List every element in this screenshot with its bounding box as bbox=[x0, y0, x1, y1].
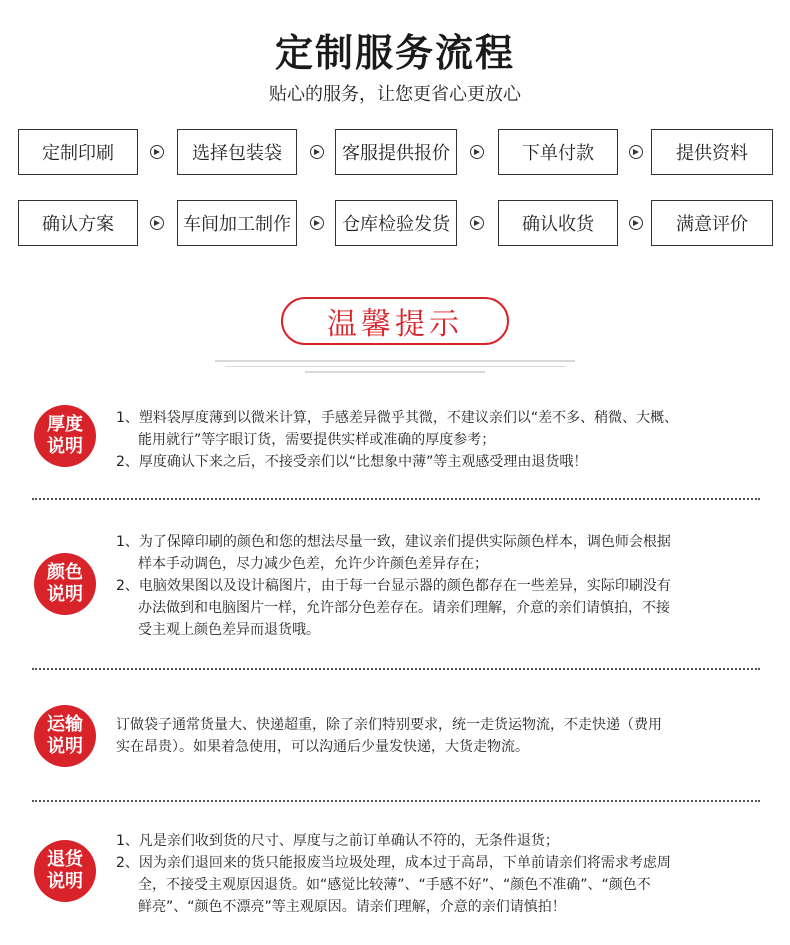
section-thickness-text bbox=[116, 407, 756, 473]
arrow-right-icon bbox=[310, 145, 324, 159]
step-confirm-plan: 确认方案 bbox=[18, 200, 138, 246]
arrow-right-icon bbox=[470, 216, 484, 230]
step-custom-print: 定制印刷 bbox=[18, 129, 138, 175]
text-line: 受主观上颜色差异而退货哦。 bbox=[138, 622, 320, 638]
badge-text-bottom: 说明 bbox=[47, 871, 83, 892]
page-subtitle: 贴心的服务，让您更省心更放心 bbox=[269, 84, 521, 105]
text-line: 1、凡是亲们收到货的尺寸、厚度与之前订单确认不符的，无条件退货； bbox=[116, 833, 559, 849]
arrow-right-icon bbox=[470, 145, 484, 159]
arrow-right-icon bbox=[310, 216, 324, 230]
badge-text-bottom: 说明 bbox=[47, 736, 83, 757]
text-line: 能用就行”等字眼订货，需要提供实样或准确的厚度参考； bbox=[138, 432, 496, 448]
step-confirm-receipt: 确认收货 bbox=[498, 200, 618, 246]
text-line: 全，不接受主观原因退货。如“感觉比较薄”、“手感不好”、“颜色不准确”、“颜色不 bbox=[138, 877, 651, 893]
arrow-right-icon bbox=[150, 145, 164, 159]
step-workshop-production: 车间加工制作 bbox=[177, 200, 297, 246]
arrow-right-icon bbox=[629, 216, 643, 230]
dotted-divider bbox=[32, 498, 760, 500]
decorative-fine-lines bbox=[200, 356, 590, 376]
text-line: 2、因为亲们退回来的货只能报废当垃圾处理，成本过于高昂，下单前请亲们将需求考虑周 bbox=[116, 855, 671, 871]
arrow-right-icon bbox=[629, 145, 643, 159]
text-line: 1、为了保障印刷的颜色和您的想法尽量一致，建议亲们提供实际颜色样本，调色师会根据 bbox=[116, 534, 671, 550]
step-provide-materials: 提供资料 bbox=[651, 129, 773, 175]
text-line: 2、厚度确认下来之后，不接受亲们以“比想象中薄”等主观感受理由退货哦！ bbox=[116, 454, 588, 470]
badge-text-top: 颜色 bbox=[47, 562, 83, 583]
section-shipping-text bbox=[116, 714, 756, 758]
step-choose-bag: 选择包装袋 bbox=[177, 129, 297, 175]
arrow-right-icon bbox=[150, 216, 164, 230]
text-line: 1、塑料袋厚度薄到以微米计算，手感差异微乎其微，不建议亲们以“差不多、稍微、大概、 bbox=[116, 410, 679, 426]
text-line: 办法做到和电脑图片一样，允许部分色差存在。请亲们理解，介意的亲们请慎拍，不接 bbox=[138, 600, 670, 616]
section-color-text bbox=[116, 531, 756, 641]
badge-color bbox=[34, 553, 96, 615]
page-title: 定制服务流程 bbox=[274, 31, 515, 75]
step-quote: 客服提供报价 bbox=[335, 129, 457, 175]
text-line: 鲜亮”、“颜色不漂亮”等主观原因。请亲们理解，介意的亲们请慎拍！ bbox=[138, 899, 566, 915]
badge-returns bbox=[34, 840, 96, 902]
badge-text-top: 厚度 bbox=[47, 414, 83, 435]
badge-text-bottom: 说明 bbox=[47, 436, 83, 457]
text-line: 订做袋子通常货量大、快递超重，除了亲们特别要求，统一走货运物流，不走快递（费用 bbox=[116, 717, 662, 733]
badge-shipping bbox=[34, 705, 96, 767]
step-warehouse-inspect-ship: 仓库检验发货 bbox=[335, 200, 457, 246]
badge-text-top: 退货 bbox=[47, 849, 83, 870]
step-satisfied-review: 满意评价 bbox=[651, 200, 773, 246]
badge-text-bottom: 说明 bbox=[47, 584, 83, 605]
badge-text-top: 运输 bbox=[47, 714, 83, 735]
dotted-divider bbox=[32, 800, 760, 802]
dotted-divider bbox=[32, 668, 760, 670]
step-order-pay: 下单付款 bbox=[498, 129, 618, 175]
text-line: 样本手动调色，尽力减少色差，允许少许颜色差异存在； bbox=[138, 556, 488, 572]
section-returns-text bbox=[116, 830, 756, 918]
text-line: 2、电脑效果图以及设计稿图片，由于每一台显示器的颜色都存在一些差异，实际印刷没有 bbox=[116, 578, 671, 594]
badge-thickness bbox=[34, 405, 96, 467]
tips-title: 温馨提示 bbox=[281, 297, 509, 345]
text-line: 实在昂贵）。如果着急使用，可以沟通后少量发快递，大货走物流。 bbox=[116, 739, 529, 755]
